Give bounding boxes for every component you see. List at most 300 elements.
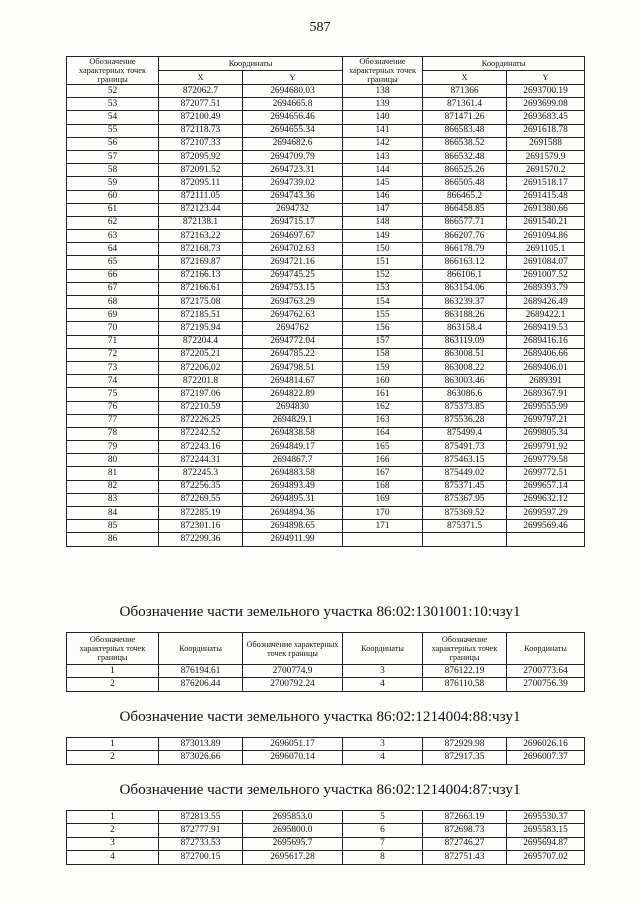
table-cell: 866458.85 [423,203,507,216]
table-cell: 2694895.31 [243,493,343,506]
table-cell: 1 [67,665,159,678]
table-cell: 2695695.7 [243,837,343,850]
table-cell: 161 [343,388,423,401]
table-cell: 863158.4 [423,322,507,335]
table-cell: 876122.19 [423,665,507,678]
table-cell: 167 [343,467,423,480]
s1-header-point3: Обозначение характерных точек границы [423,633,507,665]
table-row [67,751,585,764]
table-cell: 2694785.22 [243,348,343,361]
table-row [67,203,585,216]
table-cell: 149 [343,230,423,243]
table-cell: 863239.37 [423,296,507,309]
table-row [67,427,585,440]
table-cell: 2694665.8 [243,98,343,111]
table-cell: 2696070.14 [243,751,343,764]
table-cell: 79 [67,441,159,454]
header-point-right: Обозначение характерных точек границы [343,57,423,85]
table-cell: 4 [67,851,159,864]
table-cell: 2699791.92 [507,441,585,454]
table-row [67,282,585,295]
table-cell: 872168.73 [159,243,243,256]
table-cell: 148 [343,216,423,229]
table-cell: 863008.22 [423,361,507,374]
table-row [67,738,585,751]
table-cell: 872166.61 [159,282,243,295]
table-cell: 2694883.58 [243,467,343,480]
table-cell: 2691084.07 [507,256,585,269]
table-cell: 2695853.0 [243,811,343,824]
table-cell [507,533,585,546]
table-cell: 872206.02 [159,361,243,374]
table-cell: 2691579.9 [507,150,585,163]
table-cell: 2694739.02 [243,177,343,190]
table-cell: 872107.33 [159,137,243,150]
table-cell: 2694680.03 [243,85,343,98]
table-cell: 863188.26 [423,309,507,322]
table-cell: 2694697.67 [243,230,343,243]
table-cell: 2694772.04 [243,335,343,348]
table-cell: 2689426.49 [507,296,585,309]
table-cell: 875491.73 [423,441,507,454]
table-cell: 872244.31 [159,454,243,467]
table-cell: 2694655.34 [243,124,343,137]
table-cell: 866178.79 [423,243,507,256]
table-cell: 2695707.02 [507,851,585,864]
table-cell: 2694838.58 [243,427,343,440]
table-cell: 875369.52 [423,507,507,520]
table-cell: 2689393.79 [507,282,585,295]
table-cell: 2691380.66 [507,203,585,216]
table-cell: 141 [343,124,423,137]
table-cell: 143 [343,150,423,163]
table-cell: 2694715.17 [243,216,343,229]
table-cell: 866207.76 [423,230,507,243]
table-cell: 2699569.46 [507,520,585,533]
table-cell: 145 [343,177,423,190]
table-cell: 82 [67,480,159,493]
table-cell: 171 [343,520,423,533]
table-cell: 164 [343,427,423,440]
table-cell: 2691415.48 [507,190,585,203]
table-cell: 866525.26 [423,164,507,177]
table-cell: 142 [343,137,423,150]
table-cell: 876194.61 [159,665,243,678]
table-cell: 872175.08 [159,296,243,309]
table-cell: 83 [67,493,159,506]
table-cell: 80 [67,454,159,467]
table-cell: 154 [343,296,423,309]
header-coords-right: Координаты [423,57,585,71]
table-cell: 1 [67,738,159,751]
table-cell: 866505.48 [423,177,507,190]
table-cell: 2689406.66 [507,348,585,361]
table-cell: 160 [343,375,423,388]
table-cell: 2694745.25 [243,269,343,282]
table-cell: 81 [67,467,159,480]
table-cell: 60 [67,190,159,203]
table-cell: 872733.53 [159,837,243,850]
table-cell: 2694753.15 [243,282,343,295]
table-row [67,335,585,348]
table-row [67,375,585,388]
table-cell: 158 [343,348,423,361]
table-cell: 147 [343,203,423,216]
table-cell: 153 [343,282,423,295]
table-row [67,811,585,824]
table-cell: 872123.44 [159,203,243,216]
main-table-body [67,85,585,547]
table-cell: 67 [67,282,159,295]
table-cell: 2699772.51 [507,467,585,480]
table-cell: 8 [343,851,423,864]
table-row [67,388,585,401]
table-row [67,150,585,163]
table-cell: 85 [67,520,159,533]
table-cell: 2694814.67 [243,375,343,388]
table-cell: 139 [343,98,423,111]
table-cell: 2689391 [507,375,585,388]
table-cell: 875449.02 [423,467,507,480]
s1-header-coords2: Координаты [343,633,423,665]
header-coords-left: Координаты [159,57,343,71]
table-cell: 872242.52 [159,427,243,440]
table-row [67,256,585,269]
table-cell: 866583.48 [423,124,507,137]
table-row [67,243,585,256]
table-cell: 2694656.46 [243,111,343,124]
table-cell: 2694762.63 [243,309,343,322]
section2-title: Обозначение части земельного участка 86:02:1214004:88:чзу1 [119,708,521,725]
table-cell: 875499.4 [423,427,507,440]
table-cell: 6 [343,824,423,837]
table-cell: 168 [343,480,423,493]
s1-header-coords3: Координаты [507,633,585,665]
table-cell: 872226.25 [159,414,243,427]
table-cell: 162 [343,401,423,414]
table-cell: 2 [67,678,159,691]
table-row [67,98,585,111]
table-cell: 65 [67,256,159,269]
table-cell: 69 [67,309,159,322]
table-cell: 2700773.64 [507,665,585,678]
table-row [67,493,585,506]
table-cell: 2694732 [243,203,343,216]
table-cell: 2699797.21 [507,414,585,427]
table-cell: 872245.3 [159,467,243,480]
table-cell: 152 [343,269,423,282]
table-cell: 70 [67,322,159,335]
table-cell: 2 [67,751,159,764]
table-cell: 61 [67,203,159,216]
table-row [67,322,585,335]
table-cell: 2691094.86 [507,230,585,243]
table-cell: 872111.05 [159,190,243,203]
table-cell: 2691618.78 [507,124,585,137]
table-cell: 871471.26 [423,111,507,124]
table-cell: 871366 [423,85,507,98]
table-cell: 2694829.1 [243,414,343,427]
table-row [67,124,585,137]
table-row [67,111,585,124]
table-cell: 872095.11 [159,177,243,190]
table-row [67,230,585,243]
table-cell: 2700774.9 [243,665,343,678]
table-cell: 2694702.63 [243,243,343,256]
s1-header-point2: Обозначение характерных точек границы [243,633,343,665]
section3-title: Обозначение части земельного участка 86:02:1214004:87:чзу1 [119,781,521,798]
table-cell: 159 [343,361,423,374]
table-cell: 875463.15 [423,454,507,467]
table-row [67,533,585,546]
table-cell: 866532.48 [423,150,507,163]
table-cell: 872751.43 [423,851,507,864]
table-cell: 59 [67,177,159,190]
table-cell: 151 [343,256,423,269]
table-cell: 2694830 [243,401,343,414]
table-cell: 2694867.7 [243,454,343,467]
table-cell: 2691588 [507,137,585,150]
table-cell: 872169.87 [159,256,243,269]
table-cell: 2 [67,824,159,837]
table-row [67,361,585,374]
table-cell: 2689416.16 [507,335,585,348]
table-cell: 2694893.49 [243,480,343,493]
table-cell: 3 [67,837,159,850]
table-cell: 872663.19 [423,811,507,824]
table-cell: 64 [67,243,159,256]
table-row [67,348,585,361]
table-cell: 2694911.99 [243,533,343,546]
table-cell: 2700756.39 [507,678,585,691]
table-cell: 3 [343,665,423,678]
table-cell: 872095.92 [159,150,243,163]
table-cell: 866465.2 [423,190,507,203]
table-cell: 875536.28 [423,414,507,427]
table-cell: 872777.91 [159,824,243,837]
table-cell: 2694822.89 [243,388,343,401]
table-cell: 872813.55 [159,811,243,824]
table-row [67,837,585,850]
table-row [67,401,585,414]
table-cell: 872301.16 [159,520,243,533]
section1-table [66,632,585,692]
table-cell: 4 [343,751,423,764]
section2-body [67,738,585,765]
table-row [67,309,585,322]
table-cell: 3 [343,738,423,751]
table-cell: 2696051.17 [243,738,343,751]
table-cell: 76 [67,401,159,414]
table-cell [343,533,423,546]
table-row [67,480,585,493]
table-cell: 873026.66 [159,751,243,764]
table-cell: 57 [67,150,159,163]
table-cell: 872091.52 [159,164,243,177]
table-row [67,414,585,427]
header-y-left: Y [243,71,343,85]
table-row [67,85,585,98]
section3-table [66,810,585,865]
table-cell: 2696007.37 [507,751,585,764]
table-cell: 872201.8 [159,375,243,388]
table-cell: 2694894.36 [243,507,343,520]
table-cell: 169 [343,493,423,506]
table-cell: 62 [67,216,159,229]
table-cell: 166 [343,454,423,467]
table-cell: 863154.06 [423,282,507,295]
table-cell: 2693699.08 [507,98,585,111]
table-cell: 53 [67,98,159,111]
table-cell: 84 [67,507,159,520]
table-row [67,216,585,229]
s1-header-coords1: Координаты [159,633,243,665]
table-cell: 144 [343,164,423,177]
table-cell: 66 [67,269,159,282]
table-cell: 872166.13 [159,269,243,282]
header-point-left: Обозначение характерных точек границы [67,57,159,85]
s1-header-point1: Обозначение характерных точек границы [67,633,159,665]
table-cell: 863086.6 [423,388,507,401]
table-cell: 2694763.29 [243,296,343,309]
table-row [67,467,585,480]
table-cell: 876206.44 [159,678,243,691]
table-cell: 58 [67,164,159,177]
table-cell: 873013.89 [159,738,243,751]
table-cell: 78 [67,427,159,440]
table-cell: 872138.1 [159,216,243,229]
table-cell: 156 [343,322,423,335]
section1-body [67,665,585,692]
table-cell: 872698.73 [423,824,507,837]
table-cell: 866106.1 [423,269,507,282]
table-cell: 157 [343,335,423,348]
table-cell: 872185.51 [159,309,243,322]
table-cell: 73 [67,361,159,374]
table-cell: 2694721.16 [243,256,343,269]
table-cell: 2699779.58 [507,454,585,467]
table-row [67,296,585,309]
table-cell: 875373.85 [423,401,507,414]
header-x-right: X [423,71,507,85]
table-cell: 165 [343,441,423,454]
section2-table [66,737,585,765]
table-cell: 63 [67,230,159,243]
table-cell: 52 [67,85,159,98]
table-cell: 2691518.17 [507,177,585,190]
table-cell: 5 [343,811,423,824]
table-cell: 2691105.1 [507,243,585,256]
table-cell: 872256.35 [159,480,243,493]
table-cell: 72 [67,348,159,361]
table-cell: 2689422.1 [507,309,585,322]
table-cell: 4 [343,678,423,691]
table-cell: 2695583.15 [507,824,585,837]
table-cell: 872929.98 [423,738,507,751]
table-cell: 876110.58 [423,678,507,691]
table-cell: 2699657.14 [507,480,585,493]
table-cell: 872299.36 [159,533,243,546]
table-cell: 866577.71 [423,216,507,229]
table-cell: 2691540.21 [507,216,585,229]
table-cell: 2689419.53 [507,322,585,335]
table-cell: 863119.09 [423,335,507,348]
table-cell: 875371.45 [423,480,507,493]
table-cell: 871361.4 [423,98,507,111]
table-row [67,441,585,454]
table-cell: 77 [67,414,159,427]
header-y-right: Y [507,71,585,85]
table-cell: 2694743.36 [243,190,343,203]
table-cell: 872917.35 [423,751,507,764]
table-cell: 56 [67,137,159,150]
table-cell: 2699632.12 [507,493,585,506]
table-cell: 2691570.2 [507,164,585,177]
table-cell: 872195.94 [159,322,243,335]
table-cell: 54 [67,111,159,124]
table-cell: 2694849.17 [243,441,343,454]
table-cell: 74 [67,375,159,388]
table-cell: 2694762 [243,322,343,335]
table-cell: 2695530.37 [507,811,585,824]
table-cell: 2699597.29 [507,507,585,520]
table-cell: 872100.49 [159,111,243,124]
table-cell: 2695800.0 [243,824,343,837]
table-cell: 75 [67,388,159,401]
table-cell: 146 [343,190,423,203]
table-cell: 2689406.01 [507,361,585,374]
table-cell: 86 [67,533,159,546]
table-cell [423,533,507,546]
table-cell: 872205.21 [159,348,243,361]
table-cell: 866538.52 [423,137,507,150]
table-row [67,507,585,520]
table-cell: 872746.27 [423,837,507,850]
table-cell: 2694709.79 [243,150,343,163]
table-cell: 863003.46 [423,375,507,388]
table-cell: 68 [67,296,159,309]
table-cell: 138 [343,85,423,98]
table-cell: 2693700.19 [507,85,585,98]
table-cell: 2691007.52 [507,269,585,282]
table-cell: 155 [343,309,423,322]
table-cell: 71 [67,335,159,348]
table-cell: 2689367.91 [507,388,585,401]
table-row [67,177,585,190]
table-cell: 2694798.51 [243,361,343,374]
table-cell: 872700.15 [159,851,243,864]
table-cell: 2694723.31 [243,164,343,177]
table-cell: 2694898.65 [243,520,343,533]
table-cell: 875371.5 [423,520,507,533]
main-coordinates-table [66,56,585,547]
table-cell: 2696026.16 [507,738,585,751]
table-row [67,665,585,678]
table-row [67,824,585,837]
table-cell: 872163.22 [159,230,243,243]
table-cell: 2694682.6 [243,137,343,150]
section1-title: Обозначение части земельного участка 86:02:1301001:10:чзу1 [119,603,521,620]
table-cell: 872077.51 [159,98,243,111]
table-cell: 872118.73 [159,124,243,137]
table-cell: 872243.16 [159,441,243,454]
table-cell: 2700792.24 [243,678,343,691]
table-cell: 875367.95 [423,493,507,506]
table-cell: 872204.4 [159,335,243,348]
table-cell: 872285.19 [159,507,243,520]
table-cell: 2699555.99 [507,401,585,414]
table-row [67,164,585,177]
